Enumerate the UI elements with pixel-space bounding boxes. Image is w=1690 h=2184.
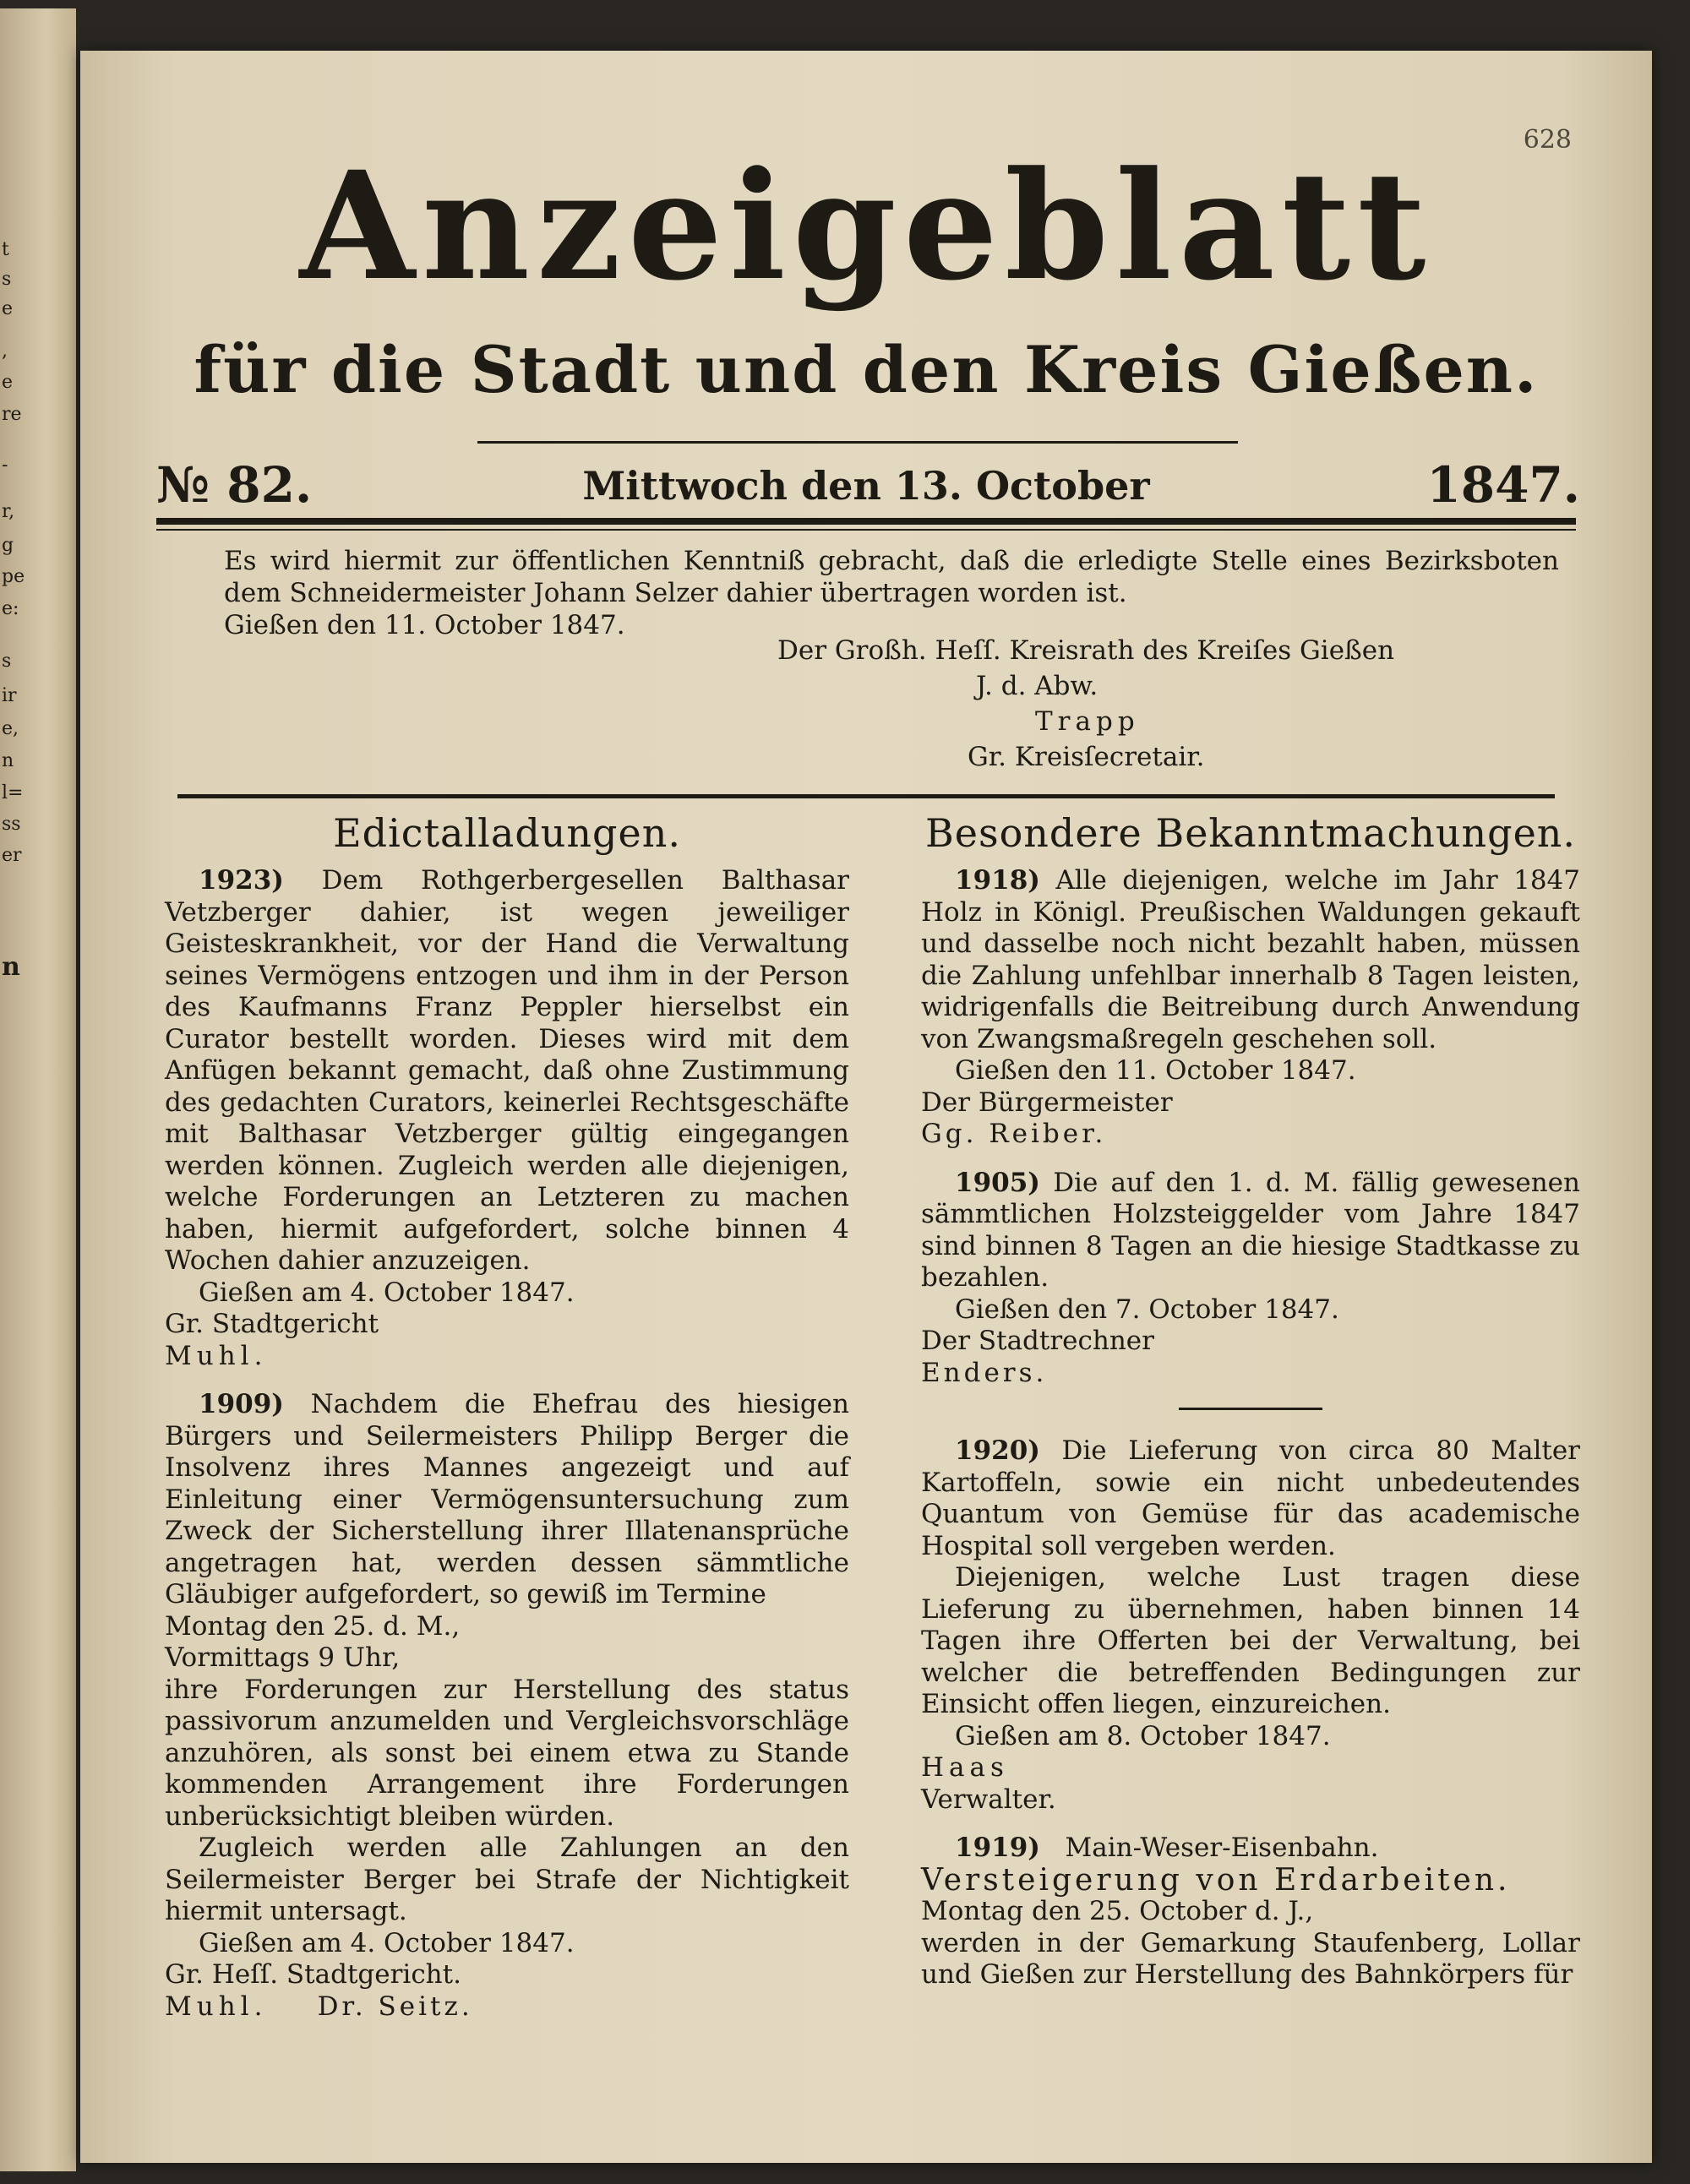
notice-dateline: Gießen am 8. October 1847. [955,1720,1331,1751]
notice-number: 1923) [199,865,284,896]
left-page-fragment: - [2,455,8,476]
signature-name: Muhl. [165,1991,268,2022]
top-notice-signature-2: J. d. Abw. [976,671,1098,701]
separator-rule [1179,1408,1322,1410]
notice-signature: Der Stadtrechner [921,1326,1154,1356]
masthead-subtitle: für die Stadt und den Kreis Gießen. [194,332,1539,407]
newspaper-page [80,51,1652,2163]
header-thin-rule [156,529,1576,531]
notice-number: 1919) [955,1833,1040,1863]
signature-name: Dr. Seitz. [317,1991,473,2022]
top-notice-text: Es wird hiermit zur öffentlichen Kenntniß gebracht, daß die erledigte Stelle eines Bezirksboten dem Schneidermeister Johann Selzer dahier übertragen worden ist. [224,546,1559,608]
left-page-fragment: s [2,651,12,672]
issue-year: 1847. [1426,456,1580,514]
notice-term-date: Montag den 25. d. M., [165,1610,461,1642]
issue-date: Mittwoch den 13. October [582,463,1150,509]
notice-signature: Gr. Stadtgericht [165,1309,379,1339]
notice-term-time: Vormittags 9 Uhr, [165,1642,401,1673]
masthead-title: Anzeigeblatt [299,139,1433,313]
page-number: 628 [1523,125,1572,155]
notice-signature: Muhl. [165,1340,268,1371]
left-page-fragment: e: [2,598,19,619]
notice-date: Montag den 25. October d. J., [921,1896,1314,1926]
left-page-fragment: re [2,404,22,425]
left-page-fragment: g [2,535,14,556]
notice-number: 1920) [955,1435,1040,1466]
left-column-heading: Edictalladungen. [333,810,681,856]
left-page-fragment: l= [2,782,24,803]
notice-number: 1918) [955,865,1040,896]
notice-1919 [921,1833,1580,1865]
notice-dateline: Gießen am 4. October 1847. [199,1927,575,1958]
left-page-fragment: er [2,845,22,866]
notice-text: Alle diejenigen, welche im Jahr 1847 Holz in Königl. Preußischen Waldungen gekauft und dasselbe noch nicht bezahlt haben, müssen die Zahlung unfehlbar innerhalb 8 Tagen leisten, widrigenfalls die Beitreibung durch Anwendung von Zwangsmaßregeln geschehen soll. [921,865,1580,1054]
notice-signature: Haas [921,1752,1009,1783]
notice-text: Diejenigen, welche Lust tragen diese Lieferung zu übernehmen, haben binnen 14 Tagen ihre Offerten bei der Verwaltung, bei welcher die betreffenden Bedingungen zur Einsicht offen liegen, einzureichen. [921,1562,1580,1719]
notice-signature: Gr. Heſſ. Stadtgericht. [165,1959,461,1990]
spacer [165,1372,849,1389]
left-page-fragment: n [2,750,14,771]
issue-number: № 82. [156,456,313,514]
spacer [921,1151,1580,1168]
top-notice-signature-1: Der Großh. Heſſ. Kreisrath des Kreiſes Gießen [777,635,1395,666]
notice-number: 1909) [199,1389,284,1419]
left-page-fragment: pe [2,566,25,587]
notice-number: 1905) [955,1167,1040,1198]
left-page-fragment: r, [2,501,15,522]
top-notice-dateline: Gießen den 11. October 1847. [224,610,625,640]
left-page-fragment: e [2,372,14,393]
left-page-fragment: e [2,298,14,319]
notice-1905 [921,1168,1580,1294]
notice-subtitle: Versteigerung von Erdarbeiten. [921,1862,1511,1898]
notice-signature: Der Bürgermeister [921,1087,1173,1118]
left-facing-page [0,8,76,2171]
notice-dateline: Gießen den 11. October 1847. [955,1055,1356,1086]
notice-signature: Verwalter. [921,1784,1056,1815]
notice-dateline: Gießen am 4. October 1847. [199,1277,575,1308]
masthead-rule [477,441,1238,444]
header-double-rule [156,518,1576,525]
notice-1909 [165,1389,849,1611]
notice-dateline: Gießen den 7. October 1847. [955,1294,1339,1325]
left-page-fragment: ss [2,814,21,835]
notice-1918 [921,865,1580,1055]
notice-text: Zugleich werden alle Zahlungen an den Seilermeister Berger bei Strafe der Nichtigkeit hiermit untersagt. [165,1833,849,1926]
left-page-fragment: ir [2,685,17,706]
notice-1923 [165,865,849,1277]
notice-text: Die Lieferung von circa 80 Malter Kartoffeln, sowie ein nicht unbedeutendes Quantum von Gemüse für das academische Hospital soll vergeben werden. [921,1435,1580,1561]
notice-title: Main-Weser-Eisenbahn. [1065,1833,1379,1863]
section-rule [177,794,1555,798]
spacer [921,1816,1580,1833]
notice-signature-names [165,1991,849,2023]
left-page-fragment: n [2,952,20,982]
left-page-fragment: e, [2,718,19,739]
left-page-fragment: , [2,340,8,362]
notice-signature: Enders. [921,1357,1048,1388]
left-page-fragment: t [2,239,9,260]
top-notice [224,545,1559,641]
notice-text: Dem Rothgerbergesellen Balthasar Vetzberger dahier, ist wegen jeweiliger Geisteskrankheit, vor der Hand die Verwaltung seines Vermögens entzogen und ihm in der Person des Kaufmanns Franz Peppler hierselbst ein Curator bestellt worden. Dieses wird mit dem Anfügen bekannt gemacht, daß ohne Zustimmung des gedachten Curators, keinerlei Rechtsgeschäfte mit Balthasar Vetzberger gültig eingegangen werden können. Zugleich werden alle diejenigen, welche Forderungen an Letzteren zu machen haben, hiermit aufgefordert, solche binnen 4 Wochen dahier anzuzeigen. [165,865,850,1276]
left-column [165,809,849,2023]
right-column-heading: Besondere Bekanntmachungen. [924,810,1577,856]
notice-1920 [921,1435,1580,1562]
notice-text: Nachdem die Ehefrau des hiesigen Bürgers und Seilermeisters Philipp Berger die Insolvenz ihres Mannes angezeigt und auf Einleitung einer Vermögensuntersuchung zum Zweck der Sicherstellung ihrer Illatenansprüche angetragen hat, werden dessen sämmtliche Gläubiger aufgefordert, so gewiß im Termine [165,1389,849,1609]
notice-text: ihre Forderungen zur Herstellung des status passivorum anzumelden und Vergleichsvorschläge anzuhören, als sonst bei einem etwa zu Stande kommenden Arrangement ihre Forderungen unberücksichtigt bleiben würden. [165,1674,849,1832]
notice-signature: Gg. Reiber. [921,1119,1107,1149]
top-notice-signature-3: Trapp [1035,706,1140,737]
top-notice-signature-4: Gr. Kreisſecretair. [968,742,1205,772]
notice-text: werden in der Gemarkung Staufenberg, Lollar und Gießen zur Herstellung des Bahnkörpers für [921,1927,1580,1990]
left-page-fragment: s [2,269,12,290]
notice-text: Die auf den 1. d. M. fällig gewesenen sämmtlichen Holzsteiggelder vom Jahre 1847 sind binnen 8 Tagen an die hiesige Stadtkasse zu bezahlen. [921,1167,1580,1293]
right-column [921,809,1580,1991]
